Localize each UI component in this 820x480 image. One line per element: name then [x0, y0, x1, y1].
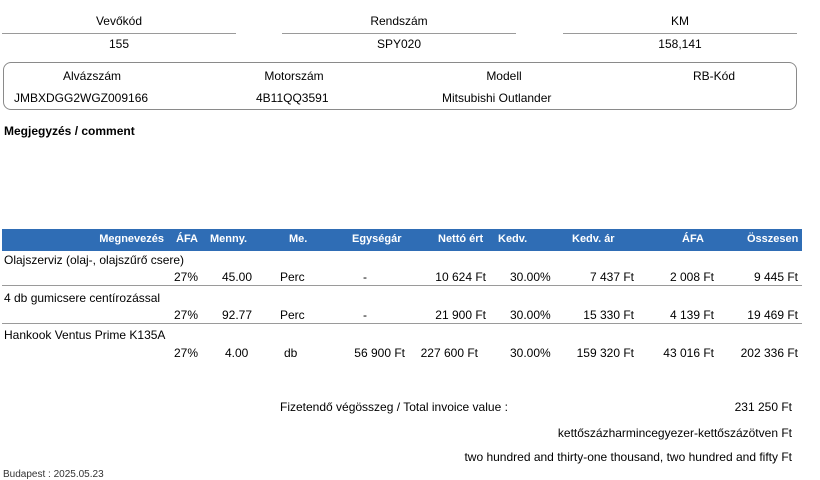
col-netto: Nettó ért: [438, 233, 484, 245]
rendszam-label: Rendszám: [370, 14, 428, 28]
total-words-en: two hundred and thirty-one thousand, two hundred and fifty Ft: [464, 450, 792, 464]
row-afa: 27%: [173, 308, 198, 322]
row-netto: 227 600 Ft: [420, 346, 478, 360]
total-value: 231 250 Ft: [734, 400, 792, 414]
row-osszesen: 19 469 Ft: [747, 308, 798, 322]
km-value: 158,141: [658, 37, 702, 51]
row-netto: 10 624 Ft: [435, 270, 486, 284]
motorszam-value: 4B11QQ3591: [256, 91, 329, 105]
row-kedv-ar: 15 330 Ft: [583, 308, 634, 322]
motorszam-label: Motorszám: [264, 69, 324, 83]
col-kedv: Kedv.: [498, 233, 528, 245]
col-megnevezes: Megnevezés: [99, 233, 164, 245]
row-divider: [2, 323, 802, 324]
row-menny: 92.77: [222, 308, 253, 322]
col-kedv-ar: Kedv. ár: [572, 233, 615, 245]
comment-label: Megjegyzés / comment: [4, 124, 135, 138]
row-name: Hankook Ventus Prime K135A: [4, 328, 166, 342]
row-me: db: [284, 346, 298, 360]
row-name: 4 db gumicsere centírozással: [4, 291, 161, 305]
row-kedv-ar: 159 320 Ft: [576, 346, 634, 360]
vevokod-divider: [2, 33, 236, 34]
row-menny: 4.00: [225, 346, 249, 360]
rendszam-divider: [282, 33, 516, 34]
col-osszesen: Összesen: [747, 233, 799, 245]
items-table-header: [2, 229, 802, 251]
col-egysegar: Egységár: [352, 233, 402, 245]
row-osszesen: 202 336 Ft: [740, 346, 798, 360]
row-divider: [2, 285, 802, 286]
col-me: Me.: [289, 233, 308, 245]
row-egysegar: -: [363, 308, 367, 322]
row-afa-amount: 4 139 Ft: [669, 308, 714, 322]
row-kedv: 30.00%: [510, 346, 551, 360]
col-afa-amount: ÁFA: [682, 233, 704, 245]
vevokod-value: 155: [108, 37, 130, 51]
row-me: Perc: [280, 308, 305, 322]
row-osszesen: 9 445 Ft: [753, 270, 798, 284]
col-menny: Menny.: [210, 233, 248, 245]
row-kedv: 30.00%: [510, 308, 551, 322]
row-name: Olajszerviz (olaj-, olajszűrő csere): [4, 253, 185, 267]
vehicle-info-box: [3, 62, 797, 110]
table-row: [4, 253, 184, 267]
row-kedv: 30.00%: [510, 270, 551, 284]
total-words-hu: kettőszázharmincegyezer-kettőszázötven Ft: [557, 426, 792, 440]
row-me: Perc: [280, 270, 305, 284]
row-egysegar: 56 900 Ft: [354, 346, 405, 360]
vevokod-label: Vevőkód: [95, 14, 143, 28]
row-kedv-ar: 7 437 Ft: [589, 270, 634, 284]
row-egysegar: -: [363, 270, 367, 284]
table-row: [4, 291, 160, 305]
rbkod-label: RB-Kód: [692, 69, 736, 83]
alvazszam-value: JMBXDGG2WGZ009166: [14, 91, 149, 105]
place-date: Budapest : 2025.05.23: [3, 469, 104, 480]
col-afa: ÁFA: [176, 233, 198, 245]
row-afa: 27%: [173, 346, 198, 360]
modell-value: Mitsubishi Outlander: [442, 91, 552, 105]
modell-label: Modell: [486, 69, 522, 83]
alvazszam-label: Alvázszám: [62, 69, 121, 83]
km-divider: [563, 33, 797, 34]
row-afa-amount: 43 016 Ft: [663, 346, 714, 360]
row-afa: 27%: [173, 270, 198, 284]
table-row: [4, 328, 165, 342]
row-afa-amount: 2 008 Ft: [669, 270, 714, 284]
row-netto: 21 900 Ft: [435, 308, 486, 322]
rendszam-value: SPY020: [376, 37, 422, 51]
km-label: KM: [671, 14, 689, 28]
row-menny: 45.00: [222, 270, 253, 284]
total-label: Fizetendő végösszeg / Total invoice value :: [280, 400, 508, 414]
